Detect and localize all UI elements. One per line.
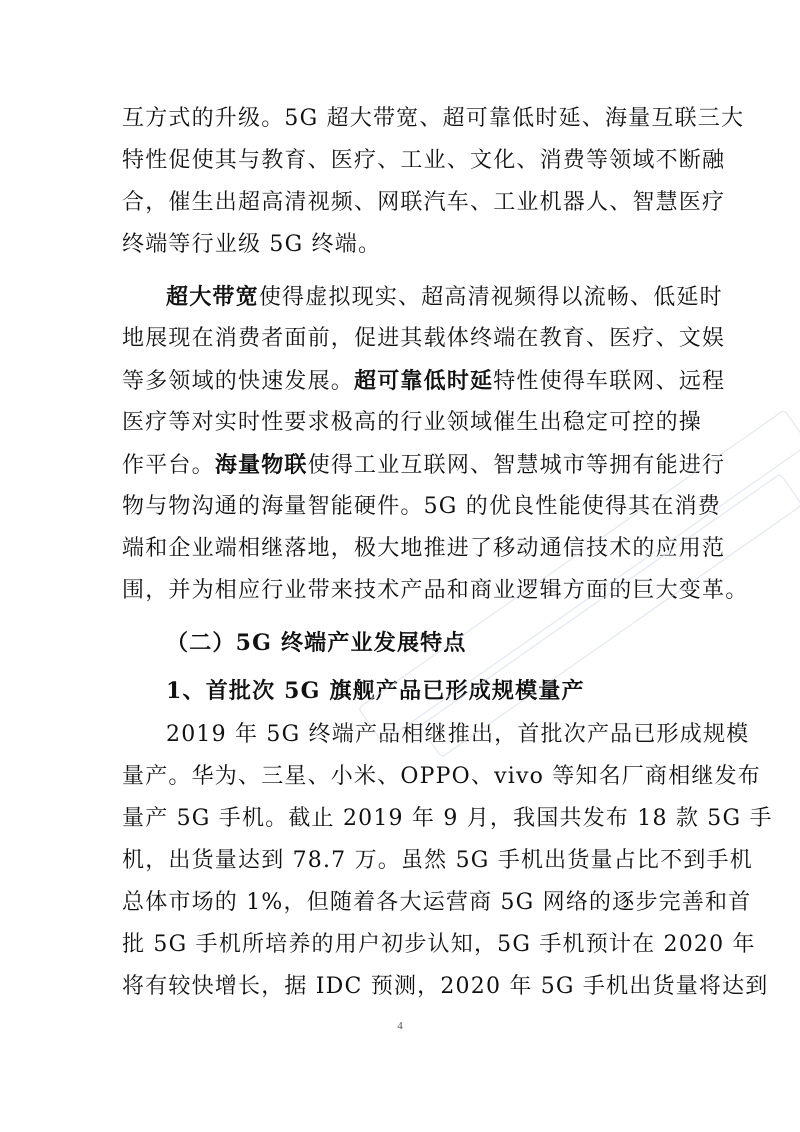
text-span: 作平台。: [122, 453, 215, 478]
text-line: 量产 5G 手机。截止 2019 年 9 月，我国共发布 18 款 5G 手: [122, 806, 773, 831]
text-span: 特性使得车联网、远程: [493, 369, 726, 394]
text-line: 互方式的升级。5G 超大带宽、超可靠低时延、海量互联三大: [122, 106, 745, 131]
bold-term-low-latency: 超可靠低时延: [354, 368, 494, 394]
text-line: 物与物沟通的海量智能硬件。5G 的优良性能使得其在消费: [122, 494, 721, 519]
text-line: 批 5G 手机所培养的用户初步认知，5G 手机预计在 2020 年: [122, 932, 756, 957]
text-line: 机，出货量达到 78.7 万。虽然 5G 手机出货量占比不到手机: [122, 848, 753, 873]
text-line: 端和企业端相继落地，极大地推进了移动通信技术的应用范: [122, 536, 726, 561]
text-line: 合，催生出超高清视频、网联汽车、工业机器人、智慧医疗: [122, 190, 726, 215]
bold-term-bandwidth: 超大带宽: [166, 284, 259, 310]
text-line: 特性促使其与教育、医疗、工业、文化、消费等领域不断融: [122, 148, 726, 173]
text-span: 使得工业互联网、智慧城市等拥有能进行: [307, 453, 726, 478]
text-line: [166, 282, 723, 312]
bold-term-massive-iot: 海量物联: [214, 452, 308, 478]
sub-heading: 1、首批次 5G 旗舰产品已形成规模量产: [166, 678, 585, 704]
text-span: 使得虚拟现实、超高清视频得以流畅、低延时: [258, 285, 723, 310]
text-line: 医疗等对实时性要求极高的行业领域催生出稳定可控的操: [122, 410, 703, 435]
page-number: 4: [397, 1020, 403, 1032]
text-line: 围，并为相应行业带来技术产品和商业逻辑方面的巨大变革。: [122, 578, 749, 603]
text-span: 等多领域的快速发展。: [122, 369, 355, 394]
text-line: 2019 年 5G 终端产品相继推出，首批次产品已形成规模: [166, 722, 750, 747]
text-line: [122, 450, 726, 480]
text-line: 将有较快增长，据 IDC 预测，2020 年 5G 手机出货量将达到: [122, 974, 769, 999]
text-line: 量产。华为、三星、小米、OPPO、vivo 等知名厂商相继发布: [122, 764, 762, 789]
text-line: [122, 366, 726, 396]
text-line: 终端等行业级 5G 终端。: [122, 232, 382, 257]
section-heading: （二）5G 终端产业发展特点: [166, 630, 467, 656]
text-line: 总体市场的 1%，但随着各大运营商 5G 网络的逐步完善和首: [122, 890, 752, 915]
text-line: 地展现在消费者面前，促进其载体终端在教育、医疗、文娱: [122, 326, 726, 351]
